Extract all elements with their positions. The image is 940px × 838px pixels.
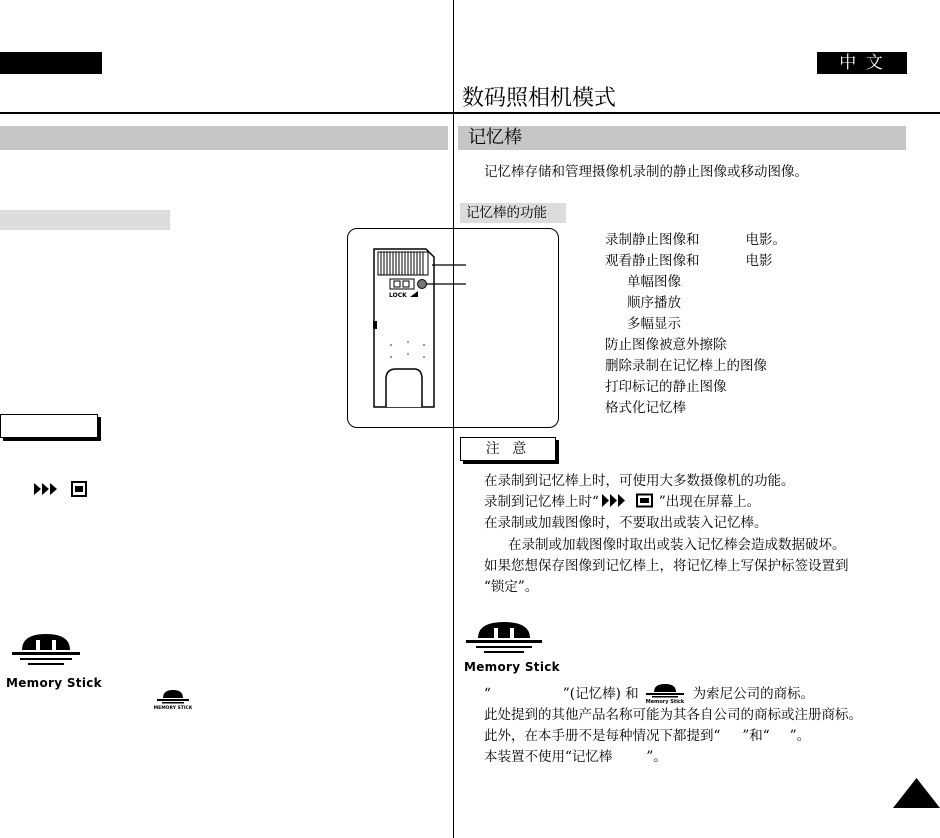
left-header-rule — [0, 112, 453, 114]
left-memory-stick-logo — [6, 630, 102, 690]
left-play-icons — [34, 481, 94, 497]
function-item-7: 删除录制在记忆棒上的图像 — [605, 358, 767, 374]
trademark-line-4: 本装置不使用“记忆棒 ”。 — [484, 749, 667, 765]
left-subheading-bar — [0, 210, 170, 230]
note-line-5: 如果您想保存图像到记忆棒上，将记忆棒上写保护标签设置到 — [484, 558, 849, 574]
function-item-6: 防止图像被意外擦除 — [605, 337, 727, 353]
note-line-6: “锁定”。 — [484, 579, 539, 595]
left-small-logo — [154, 688, 192, 710]
function-item-5: 多幅显示 — [627, 316, 681, 332]
function-item-3: 单幅图像 — [627, 274, 681, 290]
page-title: 数码照相机模式 — [462, 86, 617, 111]
function-item-9: 格式化记忆棒 — [605, 400, 686, 416]
memory-stick-logo-mark — [464, 620, 544, 658]
function-item-4: 顺序播放 — [627, 295, 681, 311]
memory-stick-illustration — [347, 228, 559, 428]
trademark-line-3: 此外，在本手册不是每种情况下都提到“ ”和“ ”。 — [484, 728, 811, 744]
svg-text:MEMORY STICK: MEMORY STICK — [154, 706, 192, 710]
note-line-3: 在录制或加载图像时，不要取出或装入记忆棒。 — [484, 515, 768, 531]
section-title-bar — [458, 126, 906, 150]
memory-stick-small-logo — [643, 682, 687, 704]
intro-text: 记忆棒存储和管理摄像机录制的静止图像或移动图像。 — [484, 164, 808, 180]
header-rule — [454, 112, 940, 114]
svg-text:Memory Stick: Memory Stick — [645, 699, 684, 704]
memory-stick-logo — [464, 620, 560, 674]
note-label: 注 意 — [460, 437, 556, 461]
trademark-line-1: “ ”(记忆棒) 和 Memory Stick 为索尼公司的商标。 — [484, 682, 814, 704]
note-line-2: 录制到记忆棒上时“ ”出现在屏幕上。 — [484, 494, 761, 510]
left-language-tab — [0, 52, 102, 74]
fast-forward-icon — [600, 493, 658, 508]
section-title: 记忆棒 — [468, 127, 522, 148]
function-item-2: 观看静止图像和 电影 — [605, 253, 773, 269]
functions-heading: 记忆棒的功能 — [460, 203, 566, 223]
left-title-bar — [0, 126, 448, 150]
language-tab: 中 文 — [817, 52, 907, 74]
left-note-box — [0, 414, 98, 438]
memory-stick-card-drawing — [348, 229, 558, 427]
next-page-triangle-icon[interactable] — [893, 778, 940, 808]
memory-stick-logo-text: Memory Stick — [464, 660, 560, 674]
function-item-1: 录制静止图像和 电影。 — [605, 232, 786, 248]
left-logo-text: Memory Stick — [6, 676, 102, 690]
trademark-line-2: 此处提到的其他产品名称可能为其各自公司的商标或注册商标。 — [484, 707, 862, 723]
lock-label: LOCK — [389, 292, 407, 299]
note-line-1: 在录制到记忆棒上时，可使用大多数摄像机的功能。 — [484, 473, 795, 489]
note-line-4: 在录制或加载图像时取出或装入记忆棒会造成数据破坏。 — [508, 537, 846, 553]
function-item-8: 打印标记的静止图像 — [605, 379, 727, 395]
